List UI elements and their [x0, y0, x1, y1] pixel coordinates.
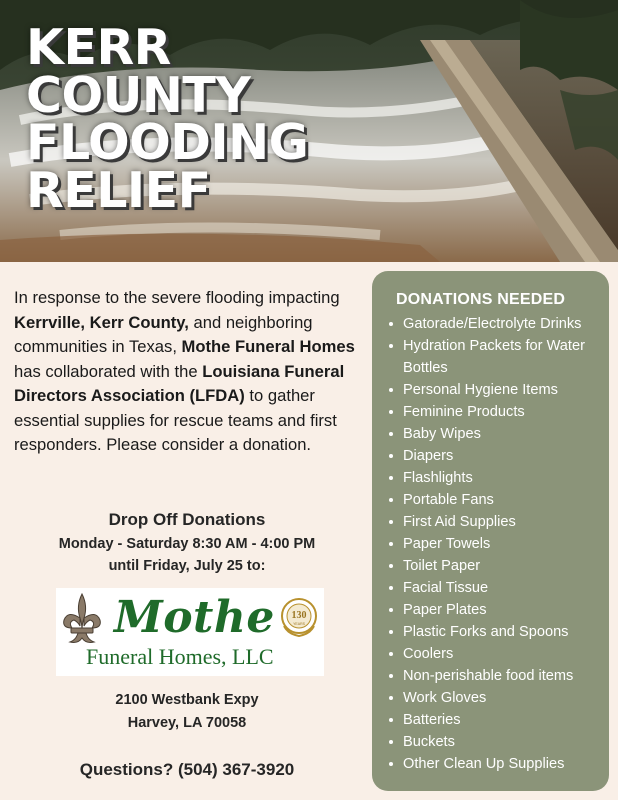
donation-item: Coolers: [386, 643, 608, 665]
donation-item: Flashlights: [386, 467, 608, 489]
donation-item: Feminine Products: [386, 401, 608, 423]
intro-bold-mothe: Mothe Funeral Homes: [181, 337, 355, 356]
title-line-3: FLOODING: [26, 114, 309, 172]
donation-item: Other Clean Up Supplies: [386, 753, 608, 775]
donation-item: Batteries: [386, 709, 608, 731]
donation-item: Portable Fans: [386, 489, 608, 511]
anniversary-badge-icon: [282, 599, 316, 636]
dropoff-until: until Friday, July 25 to:: [108, 558, 266, 574]
donation-item: First Aid Supplies: [386, 511, 608, 533]
donations-title: DONATIONS NEEDED: [396, 291, 566, 308]
hero-flood-photo: [0, 0, 618, 262]
page-title: [26, 19, 309, 219]
badge-number: 130: [291, 610, 307, 621]
logo-wordmark: Mothe: [114, 592, 275, 643]
address-block: [14, 689, 360, 735]
intro-bold-kerrville: Kerrville, Kerr County,: [14, 312, 189, 332]
donation-item: Paper Plates: [386, 599, 608, 621]
donations-panel: [372, 271, 609, 791]
address-line-1: 2100 Westbank Expy: [115, 692, 259, 708]
dropoff-heading: Drop Off Donations: [108, 510, 266, 529]
donation-item: Diapers: [386, 445, 608, 467]
donation-item: Paper Towels: [386, 533, 608, 555]
intro-text-4: to gather essential supplies for rescue teams and first responders. Please consider a donation.: [14, 386, 337, 454]
donation-item: Toilet Paper: [386, 555, 608, 577]
fleur-de-lis-icon: [64, 594, 101, 643]
dropoff-section: [14, 510, 360, 580]
dropoff-hours: Monday - Saturday 8:30 AM - 4:00 PM: [58, 536, 316, 552]
title-line-2: COUNTY: [26, 66, 251, 124]
donation-item: Baby Wipes: [386, 423, 608, 445]
donations-list: [386, 313, 608, 775]
donation-item: Buckets: [386, 731, 608, 753]
donation-item: Gatorade/Electrolyte Drinks: [386, 313, 608, 335]
donation-item: Non-perishable food items: [386, 665, 608, 687]
intro-text-2: and neighboring communities in Texas,: [14, 312, 313, 356]
donation-item: Plastic Forks and Spoons: [386, 621, 608, 643]
intro-text-1: In response to the severe flooding impacting: [14, 288, 340, 307]
questions-phone: Questions? (504) 367-3920: [79, 760, 295, 779]
intro-bold-lfda: Louisiana Funeral Directors Association (LFDA): [14, 361, 345, 405]
title-line-1: KERR: [26, 19, 171, 76]
intro-paragraph: [14, 286, 364, 458]
intro-text-3: has collaborated with the: [14, 361, 203, 381]
title-line-4: RELIEF: [26, 161, 211, 219]
badge-text: YEARS: [293, 622, 305, 626]
address-line-2: Harvey, LA 70058: [127, 715, 247, 731]
mothe-logo: [56, 588, 324, 676]
donation-item: Facial Tissue: [386, 577, 608, 599]
logo-subtitle: Funeral Homes, LLC: [86, 644, 274, 669]
donation-item: Personal Hygiene Items: [386, 379, 608, 401]
donation-item: Hydration Packets for Water Bottles: [386, 335, 608, 379]
donation-item: Work Gloves: [386, 687, 608, 709]
